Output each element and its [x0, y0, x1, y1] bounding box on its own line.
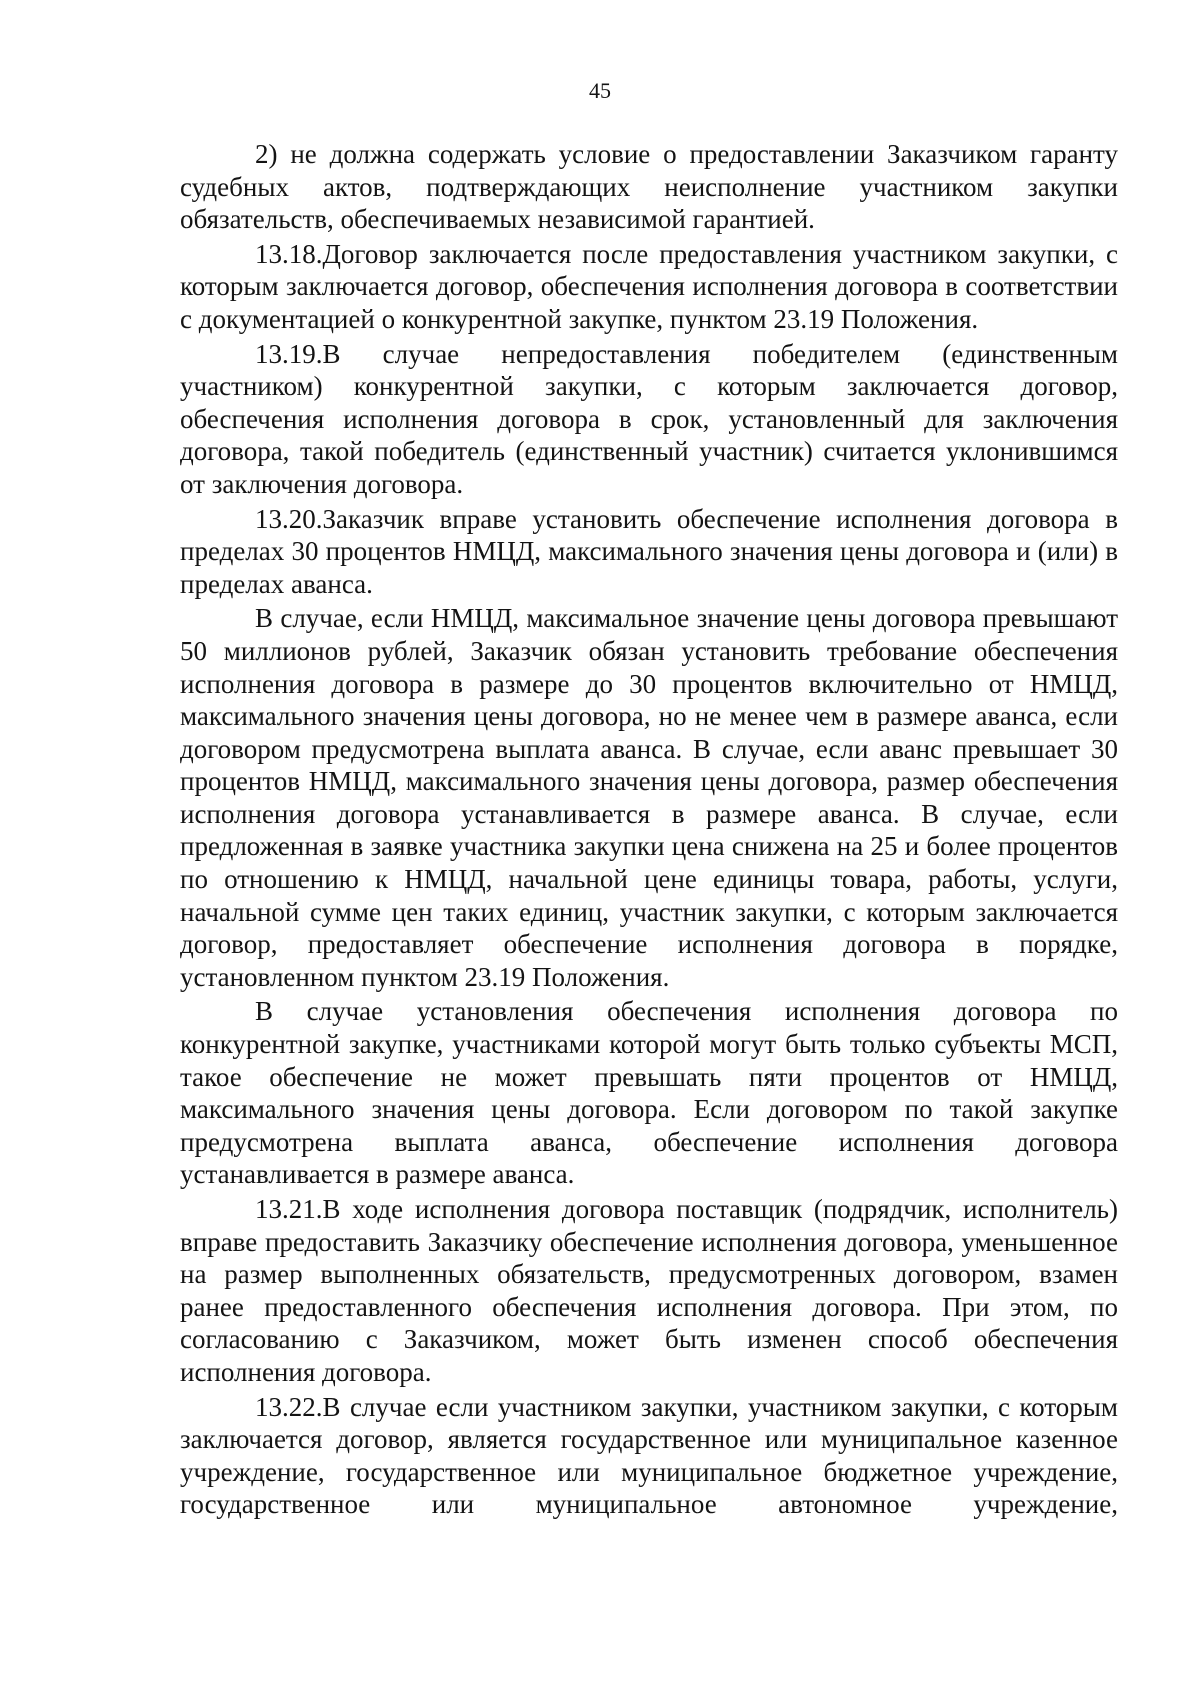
paragraph-13-20-msp: В случае установления обеспечения исполнения договора по конкурентной закупке, участниками которой могут быть только субъекты МСП, такое обеспечение не может превышать пяти процентов от НМЦД, максимального значения цены договора. Если договором по такой закупке предусмотрена выплата аванса, обеспечение исполнения договора устанавливается в размере аванса. [180, 996, 1118, 1190]
page-number: 45 [589, 78, 611, 103]
document-body [180, 138, 1118, 1521]
paragraph-13-19: 13.19.В случае непредоставления победителем (единственным участником) конкурентной закупки, с которым заключается договор, обеспечения исполнения договора в срок, установленный для заключения договора, такой победитель (единственный участник) считается уклонившимся от заключения договора. [180, 338, 1118, 499]
paragraph-item-2: 2) не должна содержать условие о предоставлении Заказчиком гаранту судебных актов, подтверждающих неисполнение участником закупки обязательств, обеспечиваемых независимой гарантией. [180, 139, 1118, 235]
paragraph-13-21: 13.21.В ходе исполнения договора поставщик (подрядчик, исполнитель) вправе предоставить Заказчику обеспечение исполнения договора, уменьшенное на размер выполненных обязательств, предусмотренных договором, взамен ранее предоставленного обеспечения исполнения договора. При этом, по согласованию с Заказчиком, может быть изменен способ обеспечения исполнения договора. [180, 1194, 1118, 1387]
paragraph-13-18: 13.18.Договор заключается после предоставления участником закупки, с которым заключается договор, обеспечения исполнения договора в соответствии с документацией о конкурентной закупке, пунктом 23.19 Положения. [180, 238, 1118, 334]
paragraph-13-20: 13.20.Заказчик вправе установить обеспечение исполнения договора в пределах 30 процентов НМЦД, максимального значения цены договора и (или) в пределах аванса. [180, 503, 1118, 599]
paragraph-13-20-large-contracts: В случае, если НМЦД, максимальное значение цены договора превышают 50 миллионов рублей, Заказчик обязан установить требование обеспечения исполнения договора в размере до 30 процентов включительно от НМЦД, максимального значения цены договора, но не менее чем в размере аванса, если договором предусмотрена выплата аванса. В случае, если аванс превышает 30 процентов НМЦД, максимального значения цены договора, размер обеспечения исполнения договора устанавливается в размере аванса. В случае, если предложенная в заявке участника закупки цена снижена на 25 и более процентов по отношению к НМЦД, начальной цене единицы товара, работы, услуги, начальной сумме цен таких единиц, участник закупки, с которым заключается договор, предоставляет обеспечение исполнения договора в порядке, установленном пунктом 23.19 Положения. [180, 603, 1118, 992]
paragraph-13-22: 13.22.В случае если участником закупки, участником закупки, с которым заключается договор, является государственное или муниципальное казенное учреждение, государственное или муниципальное бюджетное учреждение, государственное или муниципальное автономное учреждение, [180, 1391, 1118, 1520]
